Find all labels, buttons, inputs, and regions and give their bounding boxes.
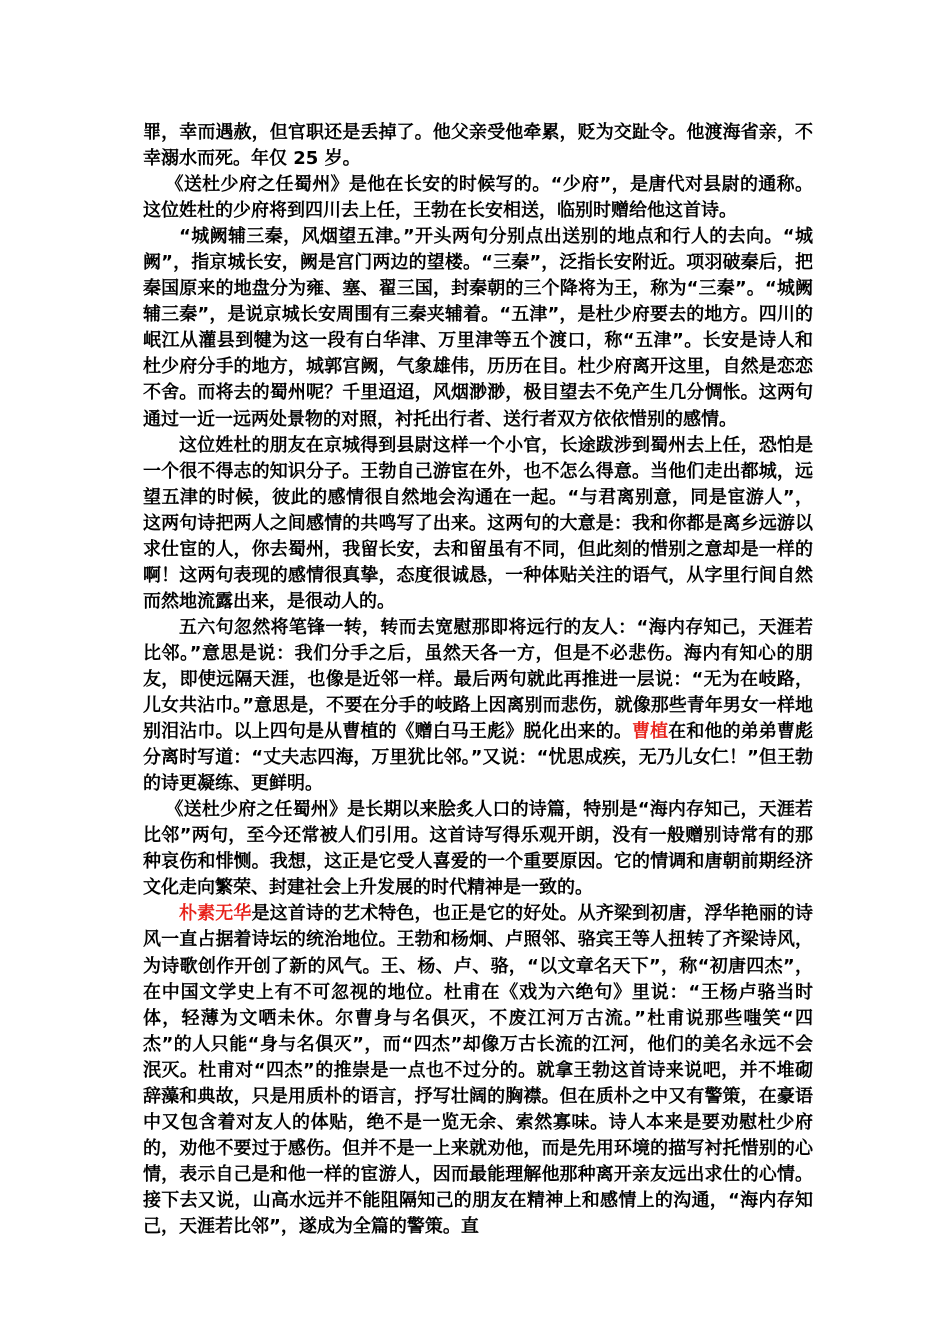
paragraph	[143, 615, 813, 797]
highlighted-term: 曹植	[632, 721, 669, 743]
paragraph	[143, 901, 813, 1240]
paragraph	[143, 433, 813, 615]
paragraph-text: 在和他的弟弟曹彪分离时写道：“丈夫志四海，万里犹比邻。”又说：“忧思成疾，无乃儿女仁！”但王勃的诗更凝练、更鲜明。	[143, 721, 814, 795]
paragraph	[143, 797, 813, 901]
paragraph-text: 五六句忽然将笔锋一转，转而去宽慰那即将远行的友人：“海内存知己，天涯若比邻。”意思是说：我们分手之后，虽然天各一方，但是不必悲伤。海内有知心的朋友，即使远隔天涯，也像是近邻一样。最后两句就此再推进一层说：“无为在岐路，儿女共沾巾。”意思是，不要在分手的岐路上因离别而悲伤，就像那些青年男女一样地别泪沾巾。以上四句是从曹植的《赠白马王彪》脱化出来的。	[143, 616, 813, 743]
paragraph	[143, 172, 813, 224]
paragraph-text: 《送杜少府之任蜀州》是长期以来脍炙人口的诗篇，特别是“海内存知己，天涯若比邻”两句，至今还常被人们引用。这首诗写得乐观开朗，没有一般赠别诗常有的那种哀伤和悱恻。我想，这正是它受人喜爱的一个重要原因。它的情调和唐朝前期经济文化走向繁荣、封建社会上升发展的时代精神是一致的。	[143, 799, 813, 899]
document-body	[143, 120, 813, 1240]
paragraph	[143, 120, 813, 172]
paragraph-text: 罪，幸而遇赦，但官职还是丢掉了。他父亲受他牵累，贬为交趾令。他渡海省亲，不幸溺水而死。年仅 25 岁。	[143, 122, 813, 170]
paragraph-text: “城阙辅三秦，风烟望五津。”开头两句分别点出送别的地点和行人的去向。“城阙”，指京城长安，阙是宫门两边的望楼。“三秦”，泛指长安附近。项羽破秦后，把秦国原来的地盘分为雍、塞、翟三国，封秦朝的三个降将为王，称为“三秦”。“城阙辅三秦”，是说京城长安周围有三秦夹辅着。“五津”，是杜少府要去的地方。四川的岷江从灌县到犍为这一段有白华津、万里津等五个渡口，称“五津”。长安是诗人和杜少府分手的地方，城郭宫阙，气象雄伟，历历在目。杜少府离开这里，自然是恋恋不舍。而将去的蜀州呢？千里迢迢，风烟渺渺，极目望去不免产生几分惆怅。这两句通过一近一远两处景物的对照，衬托出行者、送行者双方依依惜别的感情。	[143, 226, 813, 430]
paragraph-text: 是这首诗的艺术特色，也正是它的好处。从齐梁到初唐，浮华艳丽的诗风一直占据着诗坛的统治地位。王勃和杨炯、卢照邻、骆宾王等人扭转了齐梁诗风，为诗歌创作开创了新的风气。王、杨、卢、骆，“以文章名天下”，称“初唐四杰”，在中国文学史上有不可忽视的地位。杜甫在《戏为六绝句》里说：“王杨卢骆当时体，轻薄为文哂未休。尔曹身与名俱灭，不废江河万古流。”杜甫说那些嗤笑“四杰”的人只能“身与名俱灭”，而“四杰”却像万古长流的江河，他们的美名永远不会泯灭。杜甫对“四杰”的推崇是一点也不过分的。就拿王勃这首诗来说吧，并不堆砌辞藻和典故，只是用质朴的语言，抒写壮阔的胸襟。但在质朴之中又有警策，在豪语中又包含着对友人的体贴，绝不是一览无余、索然寡味。诗人本来是要劝慰杜少府的，劝他不要过于感伤。但并不是一上来就劝他，而是先用环境的描写衬托惜别的心情，表示自己是和他一样的宦游人，因而最能理解他那种离开亲友远出求仕的心情。接下去又说，山高水远并不能阻隔知己的朋友在精神上和感情上的沟通，“海内存知己，天涯若比邻”，遂成为全篇的警策。直	[143, 903, 814, 1237]
paragraph-text: 《送杜少府之任蜀州》是他在长安的时候写的。“少府”，是唐代对县尉的通称。这位姓杜的少府将到四川去上任，王勃在长安相送，临别时赠给他这首诗。	[143, 174, 813, 222]
paragraph	[143, 224, 813, 432]
paragraph-text: 这位姓杜的朋友在京城得到县尉这样一个小官，长途跋涉到蜀州去上任，恐怕是一个很不得志的知识分子。王勃自己游宦在外，也不怎么得意。当他们走出都城，远望五津的时候，彼此的感情很自然地会沟通在一起。“与君离别意，同是宦游人”，这两句诗把两人之间感情的共鸣写了出来。这两句的大意是：我和你都是离乡远游以求仕宦的人，你去蜀州，我留长安，去和留虽有不同，但此刻的惜别之意却是一样的啊！这两句表现的感情很真挚，态度很诚恳，一种体贴关注的语气，从字里行间自然而然地流露出来，是很动人的。	[143, 434, 813, 612]
highlighted-term: 朴素无华	[179, 903, 252, 925]
